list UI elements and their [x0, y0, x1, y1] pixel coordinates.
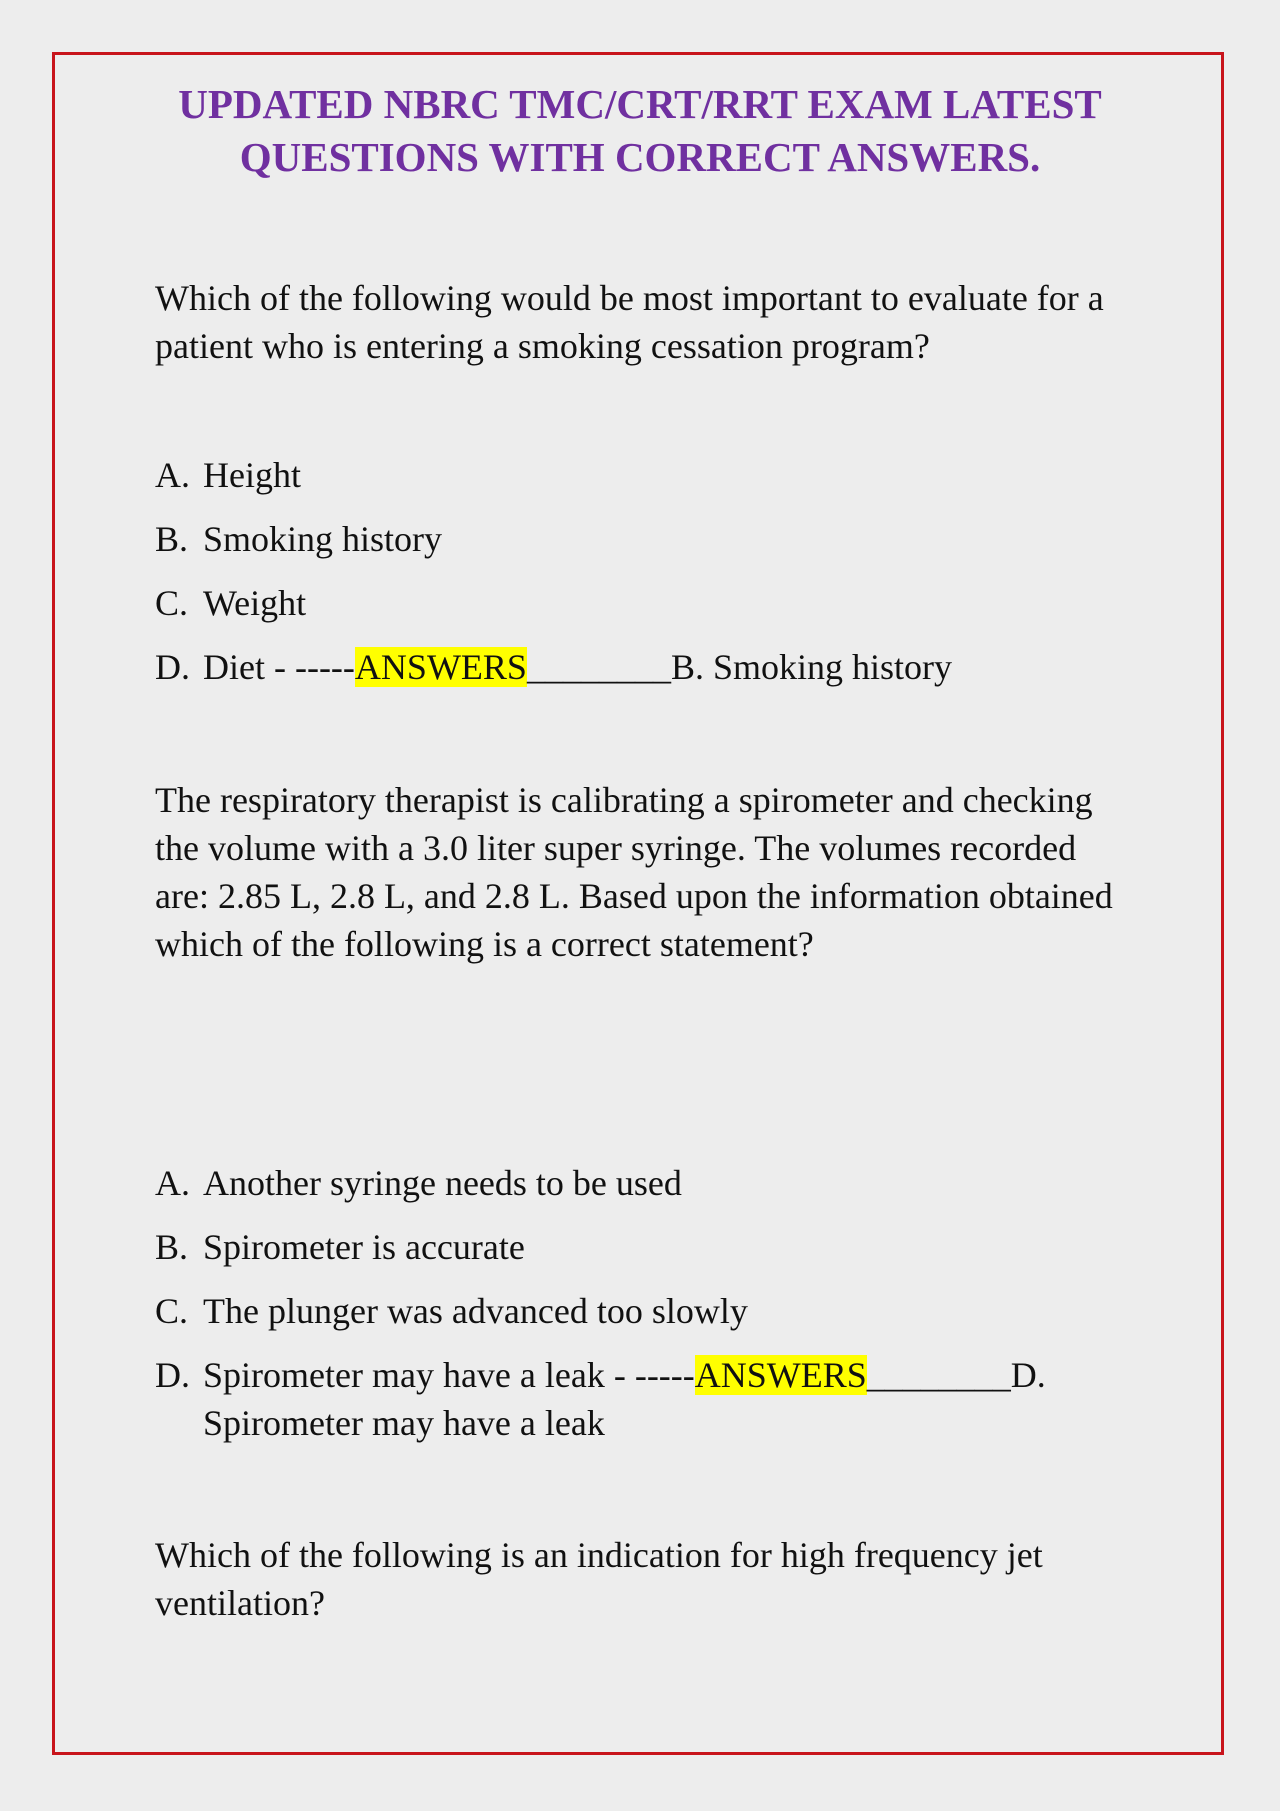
- option-letter: B.: [155, 519, 189, 559]
- option-2b: [155, 1223, 1115, 1271]
- answer-highlight: ANSWERS: [694, 1355, 867, 1395]
- option-letter: A.: [155, 455, 190, 495]
- option-text: Spirometer is accurate: [203, 1227, 525, 1267]
- option-text: Height: [203, 455, 301, 495]
- question-3: Which of the following is an indication for high frequency jet ventilation?: [155, 1535, 1043, 1623]
- option-letter: D.: [155, 647, 190, 687]
- option-letter: A.: [155, 1163, 190, 1203]
- option-text: The plunger was advanced too slowly: [203, 1291, 748, 1331]
- option-letter: B.: [155, 1227, 189, 1267]
- option-2d: [155, 1351, 1115, 1447]
- option-2a: [155, 1159, 1115, 1207]
- option-1d: [155, 643, 1115, 691]
- option-1a: [155, 451, 1115, 499]
- option-text: Smoking history: [203, 519, 443, 559]
- question-2-options: [155, 1159, 1115, 1463]
- answer-text: ________B. Smoking history: [526, 647, 952, 687]
- option-1b: [155, 515, 1115, 563]
- title-line-2: QUESTIONS WITH CORRECT ANSWERS.: [239, 134, 1041, 180]
- option-2c: [155, 1287, 1115, 1335]
- option-text: Weight: [203, 583, 307, 623]
- title-line-1: UPDATED NBRC TMC/CRT/RRT EXAM LATEST: [178, 81, 1102, 127]
- option-text: Spirometer may have a leak - -----: [203, 1355, 695, 1395]
- option-1c: [155, 579, 1115, 627]
- answer-highlight: ANSWERS: [354, 647, 527, 687]
- answer-text: ________D. Spirometer may have a leak: [203, 1355, 1046, 1443]
- option-text-with-answer: [203, 643, 1115, 691]
- option-text-with-answer: [203, 1351, 1115, 1447]
- question-1-options: [155, 451, 1115, 707]
- option-letter: C.: [155, 1291, 189, 1331]
- option-text: Another syringe needs to be used: [203, 1163, 682, 1203]
- option-letter: D.: [155, 1355, 190, 1395]
- document-title: [120, 78, 1160, 184]
- option-letter: C.: [155, 583, 189, 623]
- option-text: Diet - -----: [203, 647, 355, 687]
- question-2: The respiratory therapist is calibrating a spirometer and checking the volume with a 3.0 liter super syringe. The volumes recorded are: 2.85 L, 2.8 L, and 2.8 L. Based upon the information obtained which of the following is a correct statement?: [155, 780, 1113, 964]
- question-1: Which of the following would be most important to evaluate for a patient who is entering a smoking cessation program?: [155, 278, 1104, 366]
